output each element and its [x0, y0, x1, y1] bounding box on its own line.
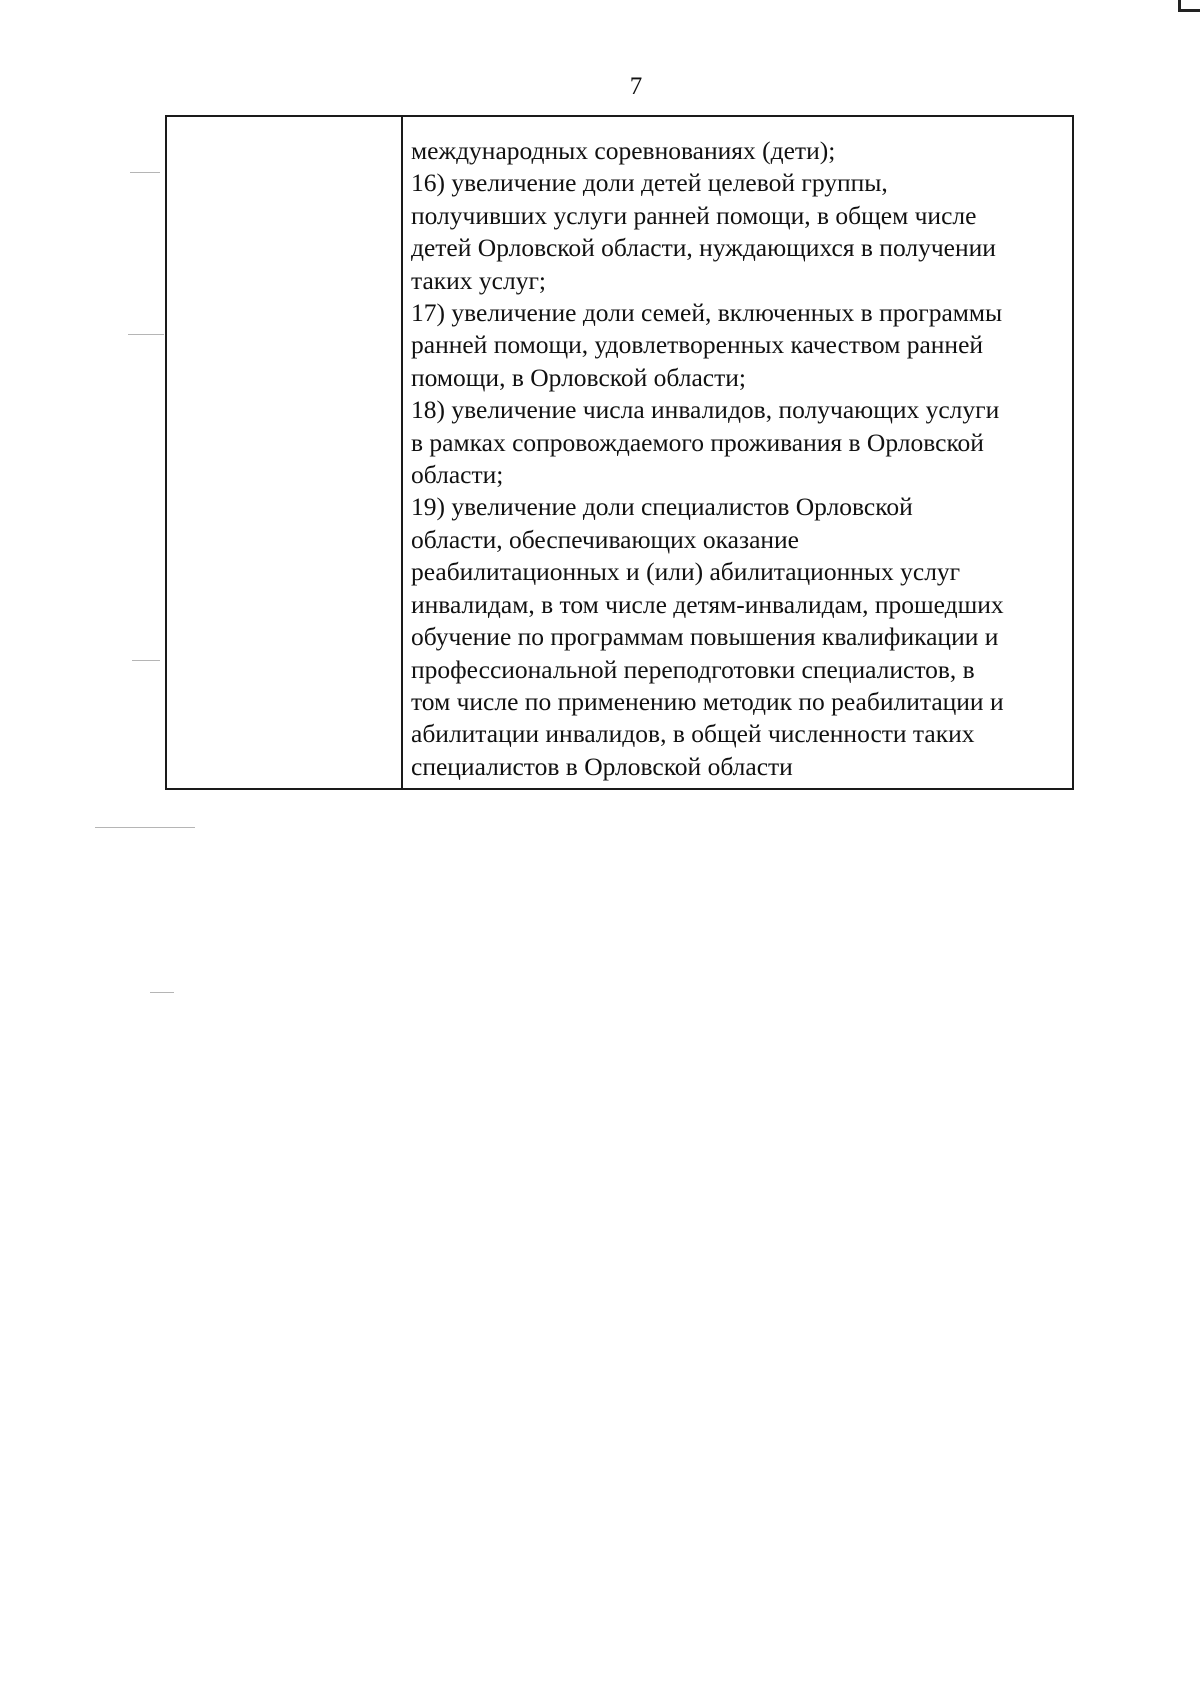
- page-number: 7: [629, 73, 643, 100]
- table-text-line: области;: [411, 460, 504, 490]
- table-text-line: 19) увеличение доли специалистов Орловской: [411, 492, 913, 522]
- table-text-line: инвалидам, в том числе детям-инвалидам, прошедших: [411, 589, 1004, 619]
- scan-speck: [150, 992, 174, 993]
- table-text-line: реабилитационных и (или) абилитационных услуг: [411, 557, 961, 587]
- table-text-line: детей Орловской области, нуждающихся в получении: [411, 233, 996, 263]
- table-text-line: в рамках сопровождаемого проживания в Орловской: [411, 427, 984, 457]
- scan-speck: [132, 660, 160, 661]
- table-text-line: профессиональной переподготовки специалистов, в: [411, 654, 975, 684]
- table-text-line: специалистов в Орловской области: [411, 751, 793, 781]
- table-text-line: таких услуг;: [411, 265, 547, 295]
- table-text-line: области, обеспечивающих оказание: [411, 524, 800, 554]
- table-text-line: международных соревнованиях (дети);: [411, 136, 836, 165]
- table-text-line: том числе по применению методик по реабилитации и: [411, 686, 1004, 716]
- table-cell-right: [403, 117, 1072, 788]
- table-text-line: 17) увеличение доли семей, включенных в программы: [411, 298, 1003, 328]
- scan-speck: [95, 827, 195, 828]
- scan-speck: [130, 172, 160, 173]
- document-table: [165, 115, 1074, 790]
- table-text-line: ранней помощи, удовлетворенных качеством ранней: [411, 330, 984, 360]
- table-text-line: 16) увеличение доли детей целевой группы,: [411, 168, 888, 198]
- scan-corner-mark: [1178, 0, 1200, 12]
- table-text-line: 18) увеличение числа инвалидов, получающих услуги: [411, 395, 1000, 425]
- table-cell-left: [167, 117, 403, 788]
- scan-speck: [128, 334, 164, 335]
- table-text-line: обучение по программам повышения квалификации и: [411, 622, 999, 652]
- table-text-line: получивших услуги ранней помощи, в общем числе: [411, 200, 977, 230]
- table-text-line: помощи, в Орловской области;: [411, 362, 746, 392]
- table-text-line: абилитации инвалидов, в общей численности таких: [411, 719, 975, 749]
